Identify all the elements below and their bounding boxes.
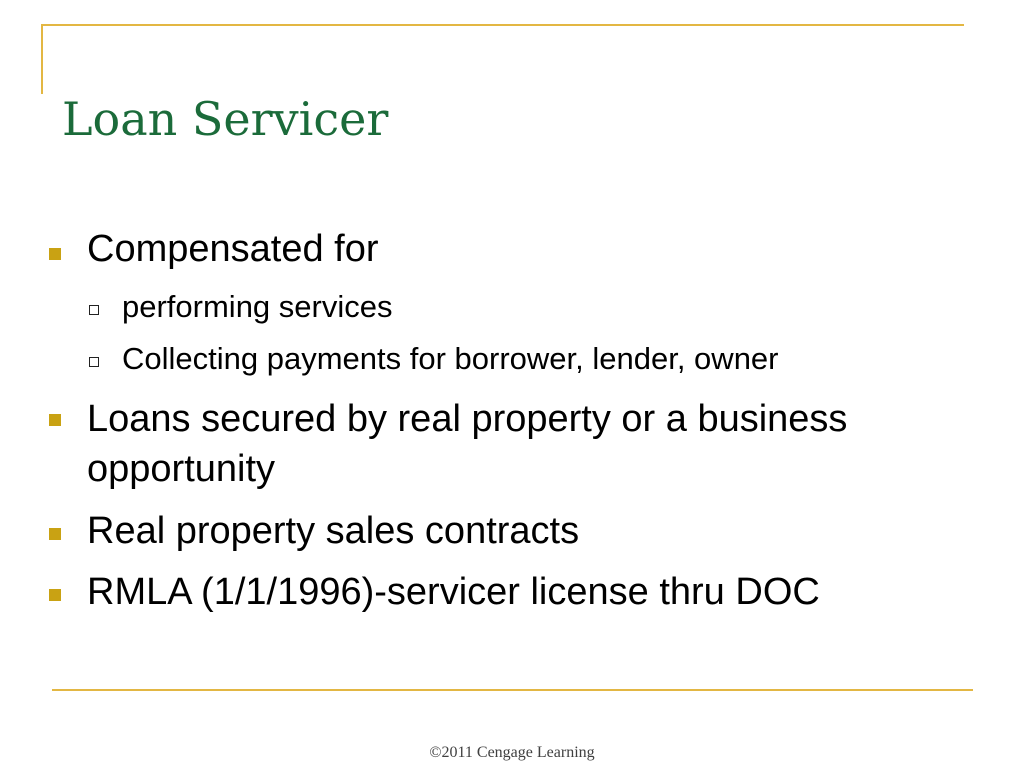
sub-bullet-item: Collecting payments for borrower, lender, owner bbox=[122, 341, 779, 376]
bullet-item: RMLA (1/1/1996)-servicer license thru DOC bbox=[87, 571, 820, 613]
bullet-square-icon bbox=[49, 248, 61, 260]
slide-title: Loan Servicer bbox=[62, 92, 389, 146]
bottom-rule bbox=[52, 689, 973, 691]
bullet-item: Loans secured by real property or a business opportunity bbox=[87, 398, 848, 490]
bullet-item: Compensated for bbox=[87, 228, 379, 270]
bullet-square-icon bbox=[49, 528, 61, 540]
bullet-item: Real property sales contracts bbox=[87, 510, 580, 552]
copyright-footer: ©2011 Cengage Learning bbox=[429, 744, 595, 761]
sub-bullet-square-icon bbox=[89, 305, 99, 315]
sub-bullet-item: performing services bbox=[122, 289, 393, 324]
sub-bullet-square-icon bbox=[89, 357, 99, 367]
bullet-square-icon bbox=[49, 589, 61, 601]
bullet-square-icon bbox=[49, 414, 61, 426]
